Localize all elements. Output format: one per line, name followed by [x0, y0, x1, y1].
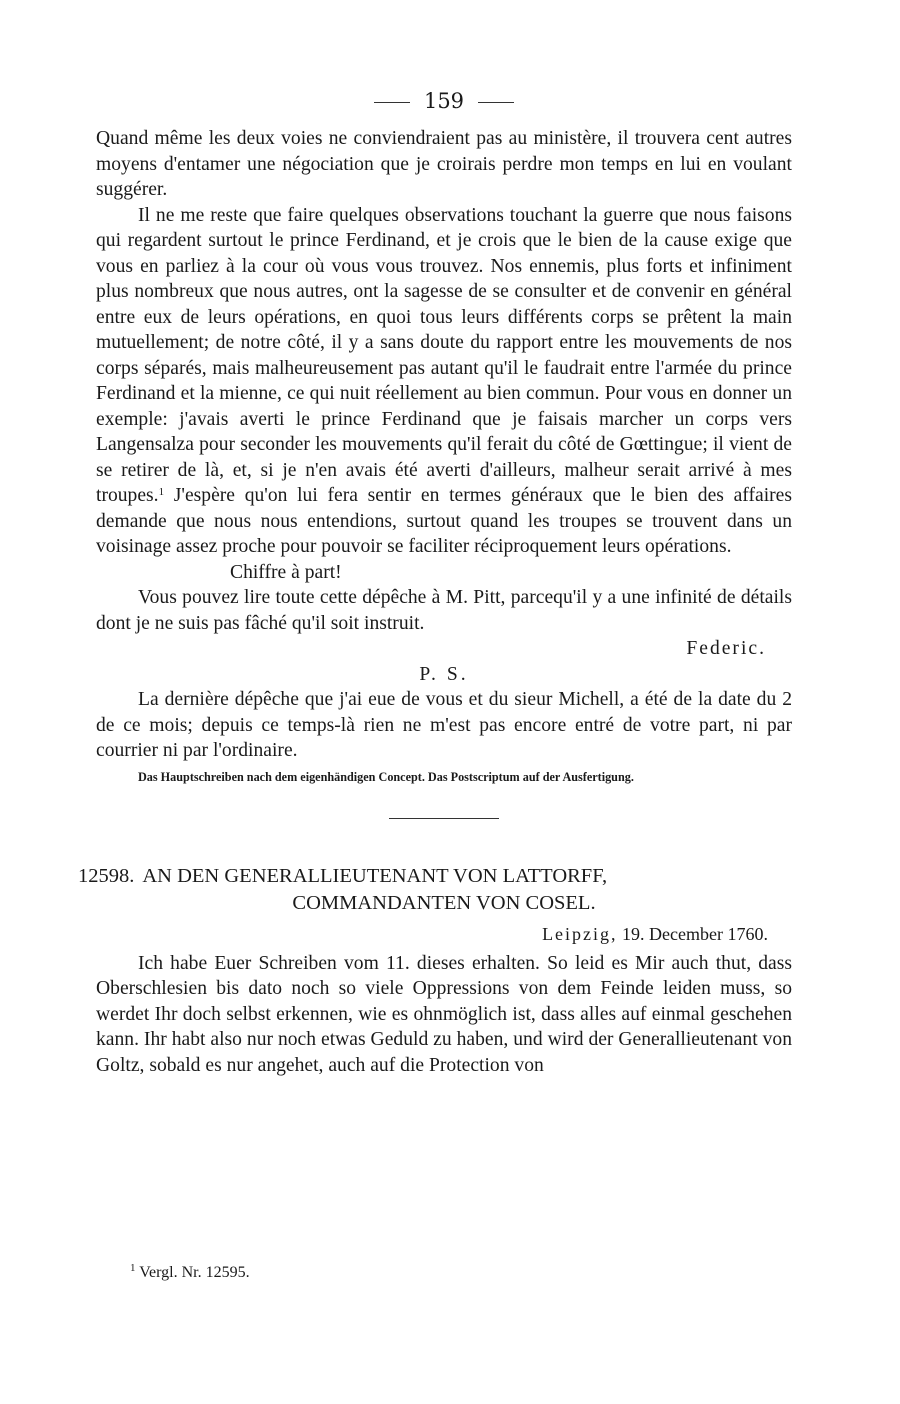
german-letter: [96, 951, 792, 1079]
place: Leipzig,: [542, 923, 618, 944]
page: [78, 86, 792, 1078]
signature: Federic.: [686, 638, 766, 659]
paragraph-2: [96, 203, 792, 560]
page-number: 159: [423, 89, 465, 113]
footnote: [130, 1264, 250, 1282]
heading-line-2: COMMANDANTEN VON COSEL.: [292, 891, 596, 914]
document-heading: [78, 863, 792, 917]
pitt-paragraph: Vous pouvez lire toute cette dépêche à M. Pitt, parcequ'il y a une infinité de détails dont je ne suis pas fâché qu'il soit instruit.: [96, 587, 792, 634]
section-divider: [389, 818, 499, 819]
paragraph-2-text: Il ne me reste que faire quelques observations touchant la guerre que nous faisons qui regardent surtout le prince Ferdinand, et je crois que le bien de la cause exige que vous en parliez à la cour où vous vous trouvez. Nos ennemis, plus forts et infiniment plus nombreux que nous autres, ont la sagesse de se consulter et de convenir en général entre eux de leurs opérations, en quoi tous leurs différents corps se prêtent la main mutuellement; de notre côté, il y a sans doute du rapport entre les mouvements de nos corps séparés, mais malheureusement pas autant qu'il le faudrait entre l'armée du prince Ferdinand et la mienne, ce qui nuit réellement au bien commun. Pour vous en donner un exemple: j'avais averti le prince Ferdinand que je faisais marcher un corps vers Langensalza pour seconder les mouvements qu'il ferait du côté de Gœttingue; il vient de se retirer de là, et, si je n'en avais été averti d'ailleurs, malheur serait arrivé à mes troupes.: [96, 204, 792, 506]
date: 19. December 1760.: [622, 923, 768, 944]
editorial-note: Das Hauptschreiben nach dem eigenhändigen Concept. Das Postscriptum auf der Ausfertigung.: [138, 769, 634, 784]
place-date: [96, 921, 792, 947]
footnote-marker: 1: [130, 1262, 136, 1274]
ps-paragraph: La dernière dépêche que j'ai eue de vous et du sieur Michell, a été de la date du 2 de ce mois; depuis ce temps-là rien ne m'est pas encore entré de votre part, ni par courrier ni par l'ordinaire.: [96, 689, 792, 761]
paragraph-1: Quand même les deux voies ne conviendraient pas au ministère, il trouvera cent autres moyens d'entamer une négociation que je croirais perdre mon temps en lui en voulant suggérer.: [96, 128, 792, 200]
page-header: [96, 86, 792, 116]
footnote-ref: 1: [158, 486, 165, 498]
paragraph-3-text: J'espère qu'on lui fera sentir en termes généraux que le bien des affaires demande que nous nous entendions, surtout quand les troupes se trouvent dans un voisinage assez proche pour pouvoir se faciliter réciproquement leurs opérations.: [96, 485, 792, 557]
chiffre-line: Chiffre à part!: [230, 561, 342, 583]
heading-title-1: AN DEN GENERALLIEUTENANT VON LATTORFF,: [142, 864, 608, 887]
header-dash-right: [478, 102, 514, 103]
ps-label: P. S.: [419, 663, 469, 685]
heading-line-1: [78, 863, 792, 890]
french-letter: [96, 126, 792, 764]
german-paragraph: Ich habe Euer Schreiben vom 11. dieses erhalten. So leid es Mir auch thut, dass Oberschlesien bis dato noch so viele Oppressions von dem Feinde leiden muss, so werdet Ihr doch selbst erkennen, wie es ohnmöglich ist, dass alles auf einmal geschehen kann. Ihr habt also nur noch etwas Geduld zu haben, und wird der Generallieutenant von Goltz, sobald es nur angehet, auch auf die Protection von: [96, 952, 792, 1076]
footnote-text: Vergl. Nr. 12595.: [139, 1264, 250, 1281]
header-dash-left: [374, 102, 410, 103]
document-number: 12598.: [78, 864, 135, 887]
